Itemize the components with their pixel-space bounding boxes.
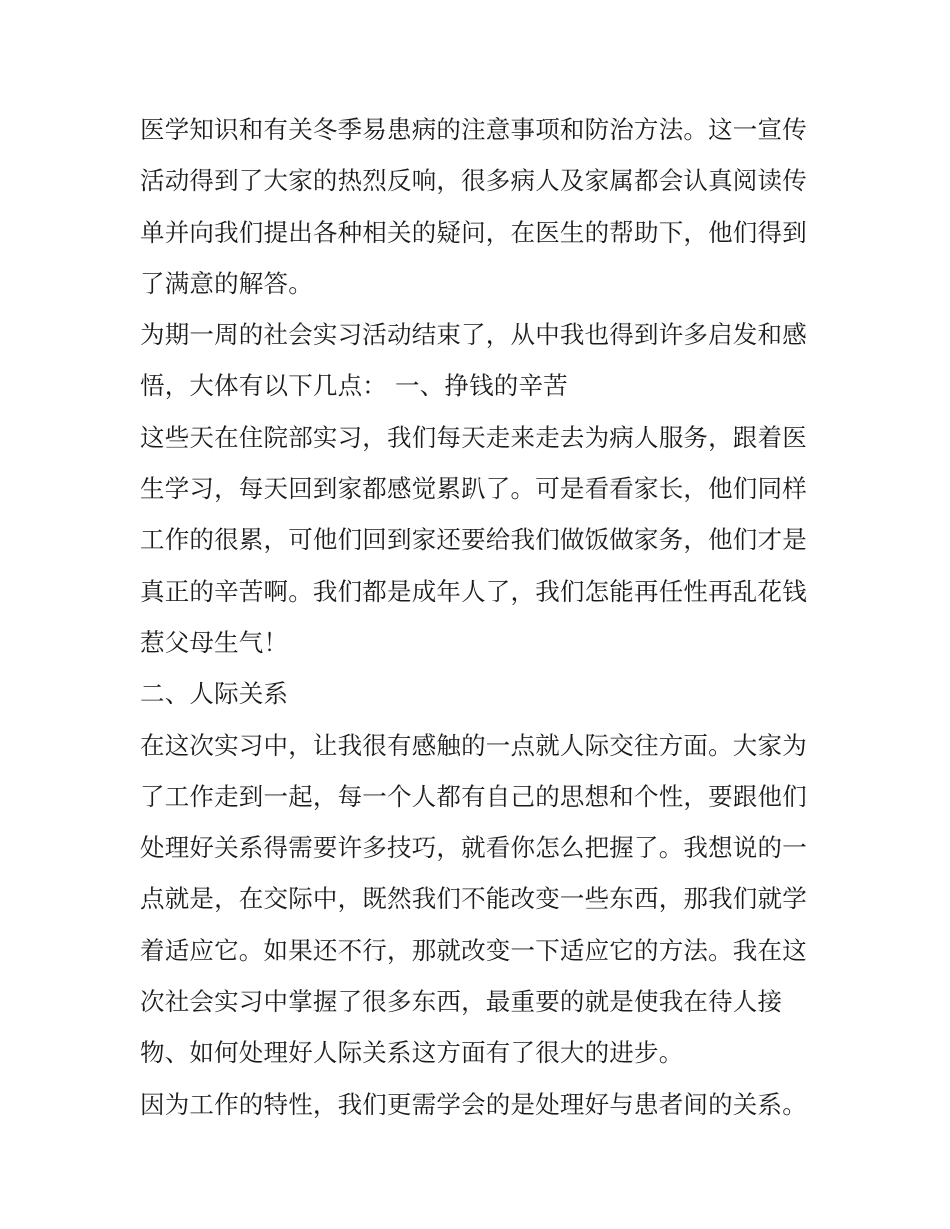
text-line: 次社会实习中掌握了很多东西，最重要的就是使我在待人接 <box>140 987 783 1017</box>
document-page <box>140 104 820 1130</box>
text-line: 点就是，在交际中，既然我们不能改变一些东西，那我们就学 <box>140 884 807 914</box>
text-line: 了满意的解答。 <box>140 268 313 298</box>
text-line: 因为工作的特性，我们更需学会的是处理好与患者间的关系。 <box>140 1089 807 1119</box>
text-line: 活动得到了大家的热烈反响，很多病人及家属都会认真阅读传 <box>140 166 807 196</box>
text-line: 为期一周的社会实习活动结束了，从中我也得到许多启发和感 <box>140 320 807 350</box>
section-heading: 二、人际关系 <box>140 679 289 709</box>
text-line: 工作的很累，可他们回到家还要给我们做饭做家务，他们才是 <box>140 525 807 555</box>
text-line: 生学习，每天回到家都感觉累趴了。可是看看家长，他们同样 <box>140 474 807 504</box>
text-line: 这些天在住院部实习，我们每天走来走去为病人服务，跟着医 <box>140 422 807 452</box>
text-line: 惹父母生气！ <box>140 627 289 657</box>
text-line: 着适应它。如果还不行，那就改变一下适应它的方法。我在这 <box>140 935 807 965</box>
text-line: 处理好关系得需要许多技巧，就看你怎么把握了。我想说的一 <box>140 833 807 863</box>
text-line: 医学知识和有关冬季易患病的注意事项和防治方法。这一宣传 <box>140 115 807 144</box>
text-line: 单并向我们提出各种相关的疑问，在医生的帮助下，他们得到 <box>140 217 807 247</box>
text-line: 在这次实习中，让我很有感触的一点就人际交往方面。大家为 <box>140 730 807 760</box>
text-line: 物、如何处理好人际关系这方面有了很大的进步。 <box>140 1038 684 1068</box>
text-line: 真正的辛苦啊。我们都是成年人了，我们怎能再任性再乱花钱 <box>140 576 807 606</box>
text-line: 悟，大体有以下几点： 一、挣钱的辛苦 <box>140 371 568 401</box>
text-line: 了工作走到一起，每一个人都有自己的思想和个性，要跟他们 <box>140 781 807 811</box>
